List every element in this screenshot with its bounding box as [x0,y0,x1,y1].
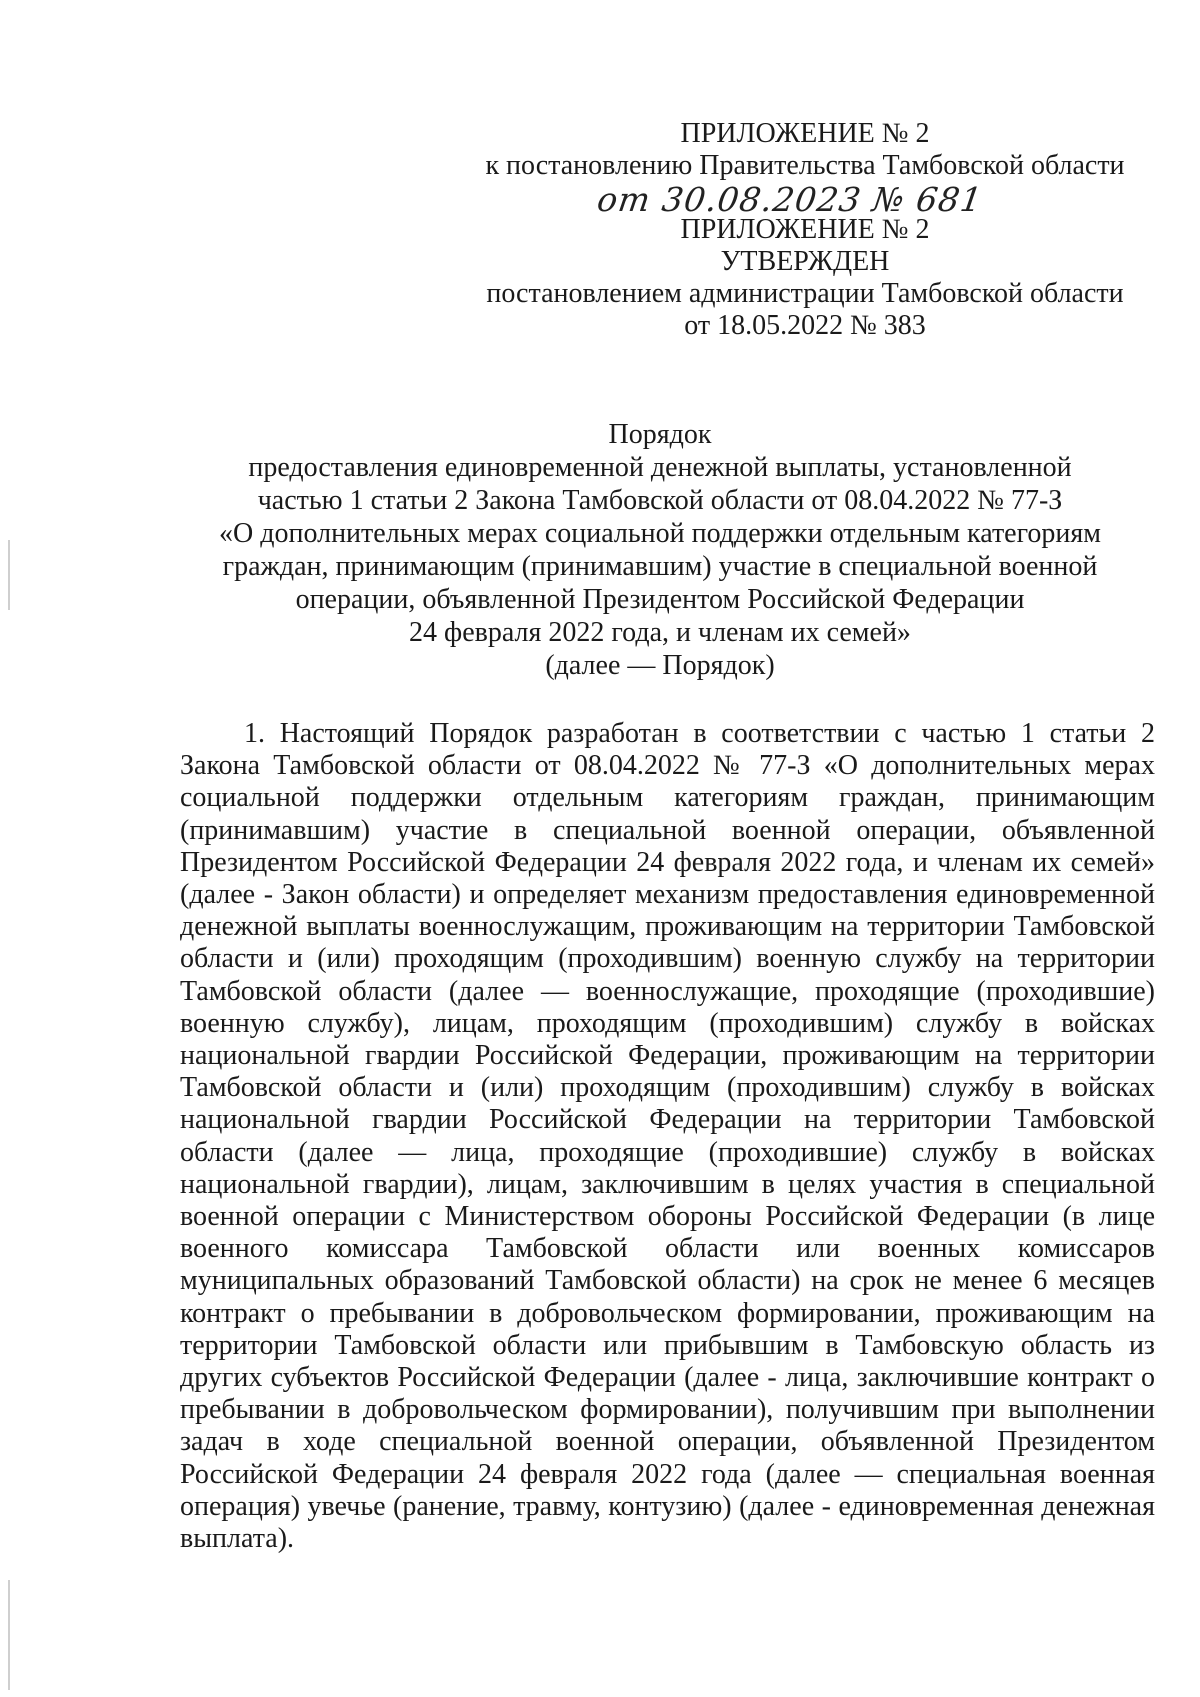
handwritten-date-number: от 30.08.2023 № 681 [594,180,986,219]
approved-label: УТВЕРЖДЕН [720,246,890,277]
title-line: граждан, принимающим (принимавшим) участие в специальной военной [222,551,1098,582]
approving-authority: постановлением администрации Тамбовской области [486,278,1124,309]
document-title [170,418,1150,682]
body-paragraph-1: 1. Настоящий Порядок разработан в соответствии с частью 1 статьи 2 Закона Тамбовской области от 08.04.2022 № 77-З «О дополнительных мерах социальной поддержки отдельным категориям граждан, принимающим (принимавшим) участие в специальной военной операции, объявленной Президентом Российской Федерации 24 февраля 2022 года, и членам их семей» (далее - Закон области) и определяет механизм предоставления единовременной денежной выплаты военнослужащим, проживающим на территории Тамбовской области и (или) проходящим (проходившим) военную службу на территории Тамбовской области (далее — военнослужащие, проходящие (проходившие) военную службу), лицам, проходящим (проходившим) службу в войсках национальной гвардии Российской Федерации, проживающим на территории Тамбовской области и (или) проходящим (проходившим) службу в войсках национальной гвардии Российской Федерации на территории Тамбовской области (далее — лица, проходящие (проходившие) службу в войсках национальной гвардии), лицам, заключившим в целях участия в специальной военной операции с Министерством обороны Российской Федерации (в лице военного комиссара Тамбовской области или военных комиссаров муниципальных образований Тамбовской области) на срок не менее 6 месяцев контракт о пребывании в добровольческом формировании, проживающим на территории Тамбовской области или прибывшим в Тамбовскую область из других субъектов Российской Федерации (далее - лица, заключившие контракт о пребывании в добровольческом формировании), получившим при выполнении задач в ходе специальной военной операции, объявленной Президентом Российской Федерации 24 февраля 2022 года (далее — специальная военная операция) увечье (ранение, травму, контузию) (далее - единовременная денежная выплата). [180,718,1155,1555]
title-line: 24 февраля 2022 года, и членам их семей» [409,617,911,648]
approval-date-number: от 18.05.2022 № 383 [684,310,926,341]
title-line: (далее — Порядок) [545,650,775,681]
appendix-header [480,118,1130,342]
title-line: операции, объявленной Президентом Российской Федерации [295,584,1025,615]
title-line: Порядок [608,419,712,450]
appendix-number: ПРИЛОЖЕНИЕ № 2 [680,118,930,149]
title-line: предоставления единовременной денежной выплаты, установленной [248,452,1072,483]
title-line: «О дополнительных мерах социальной поддержки отдельным категориям [219,518,1101,549]
appendix-number-original: ПРИЛОЖЕНИЕ № 2 [680,214,930,245]
title-line: частью 1 статьи 2 Закона Тамбовской области от 08.04.2022 № 77-З [257,485,1063,516]
scan-edge-mark [8,1580,10,1690]
resolution-reference: к постановлению Правительства Тамбовской области [485,150,1125,181]
scan-edge-mark [8,540,10,610]
